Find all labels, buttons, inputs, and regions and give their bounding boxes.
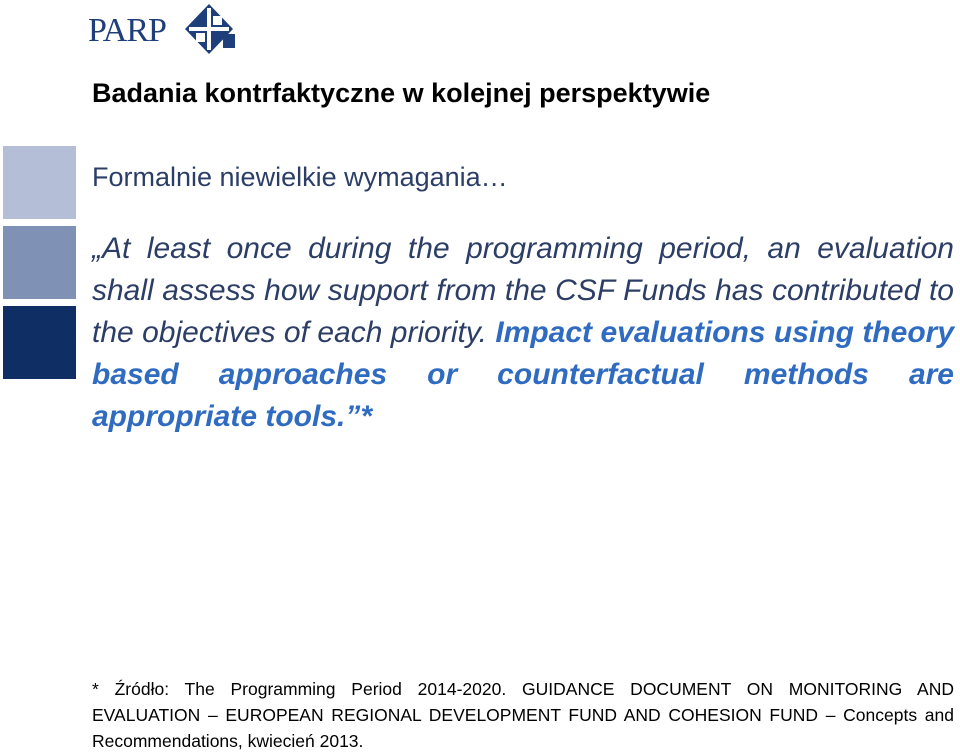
slide-title: Badania kontrfaktyczne w kolejnej perspektywie [92, 78, 711, 108]
quote-open-mark: „ [92, 232, 102, 265]
quote-close-mark: ”* [345, 400, 373, 433]
source-footnote: * Źródło: The Programming Period 2014-2020. GUIDANCE DOCUMENT ON MONITORING AND EVALUATION – EUROPEAN REGIONAL DEVELOPMENT FUND AND COHESION FUND – Concepts and Recommendations, kwiecień 2013. [92, 679, 954, 751]
decor-square-mid [3, 226, 76, 299]
slide-subtitle: Formalnie niewielkie wymagania… [92, 162, 508, 192]
parp-logo [88, 2, 248, 58]
quote-part-1: At least once during the programming period, an evaluation shall assess how support from the CSF Funds has contributed to the objectives of each priority. [92, 232, 954, 349]
decor-square-dark [3, 306, 76, 379]
quote-block [92, 228, 954, 438]
logo-text: PARP [88, 12, 166, 49]
decor-square-light [3, 146, 76, 219]
parp-emblem-icon [183, 2, 235, 56]
quote-part-2: Impact evaluations using theory based approaches or counterfactual methods are appropriate tools. [92, 316, 954, 433]
